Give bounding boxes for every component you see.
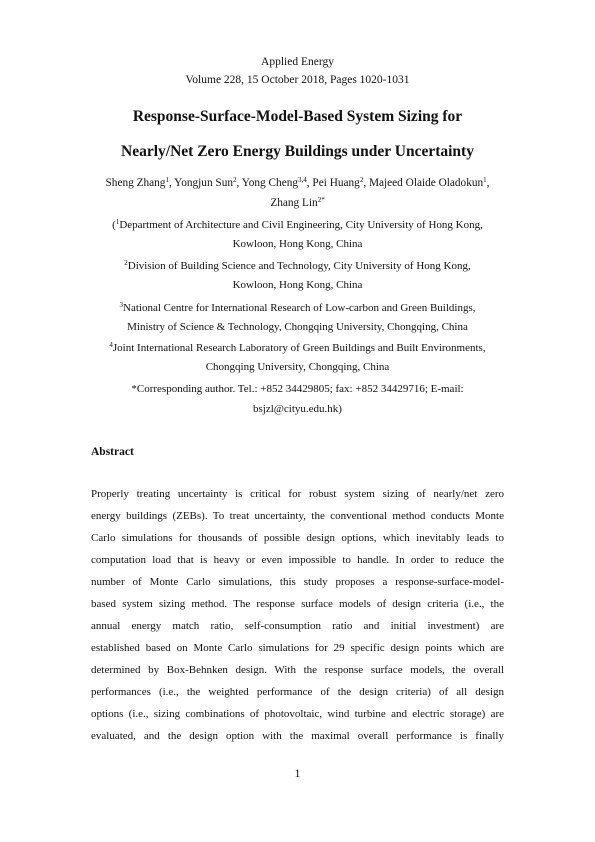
author-affiliation-marker: 2*: [317, 196, 325, 204]
abstract-line: Properly treating uncertainty is critical for robust system sizing of nearly/net zero: [91, 488, 504, 500]
author-name: , Yong Cheng: [236, 177, 299, 189]
paper-title-line-1: Response-Surface-Model-Based System Sizing for: [132, 108, 463, 125]
affiliation-text: National Centre for International Research of Low-carbon and Green Buildings,: [123, 302, 476, 314]
affiliation-4: [0, 342, 595, 354]
affiliation-marker: 4: [109, 341, 113, 349]
affiliation-marker: 3: [119, 301, 123, 309]
affiliation-text: Joint International Research Laboratory of Green Buildings and Built Environments,: [112, 342, 486, 354]
author-name: , Yongjun Sun: [168, 177, 233, 189]
author-affiliation-marker: 1: [165, 176, 169, 184]
affiliation-text: Department of Architecture and Civil Engineering, City University of Hong Kong,: [119, 219, 483, 231]
affiliation-4-line-2: Chongqing University, Chongqing, China: [205, 361, 390, 373]
affiliation-3-line-2: Ministry of Science & Technology, Chongqing University, Chongqing, China: [127, 321, 468, 333]
abstract-line: annual energy match ratio, self-consumption ratio and initial investment) are: [91, 620, 504, 632]
corresponding-author-email[interactable]: bsjzl@cityu.edu.hk): [253, 403, 342, 415]
journal-name: Applied Energy: [261, 56, 334, 68]
abstract-line: determined by Box-Behnken design. With the response surface models, the overall: [91, 664, 504, 676]
author-name: Sheng Zhang: [105, 177, 166, 189]
author-separator: ,: [486, 177, 490, 189]
abstract-line: energy buildings (ZEBs). To treat uncertainty, the conventional method conducts Monte: [91, 510, 504, 522]
author-affiliation-marker: 2: [233, 176, 237, 184]
affiliation-text: Division of Building Science and Technology, City University of Hong Kong,: [127, 260, 471, 272]
affiliation-2: [0, 260, 595, 272]
abstract-line: performances (i.e., the weighted performance of the design criteria) of all design: [91, 686, 504, 698]
abstract-line: Carlo simulations for thousands of possible design options, which inevitably leads to: [91, 532, 504, 544]
affiliation-3: [0, 302, 595, 314]
affiliation-marker: 1: [115, 218, 120, 226]
author-list-continued: [0, 197, 595, 209]
abstract-line: number of Monte Carlo simulations, this study proposes a response-surface-model-: [91, 576, 504, 588]
abstract-heading: Abstract: [91, 446, 134, 458]
affiliation-1: [0, 219, 595, 231]
author-affiliation-marker: 3,4: [298, 176, 307, 184]
abstract-line: evaluated, and the design option with the maximal overall performance is finally: [91, 730, 504, 742]
page-number: 1: [294, 768, 301, 780]
abstract-line: based system sizing method. The response surface models of design criteria (i.e., the: [91, 598, 504, 610]
journal-issue: Volume 228, 15 October 2018, Pages 1020-1031: [185, 74, 410, 86]
author-list: [0, 177, 595, 189]
author-affiliation-marker: 1: [483, 176, 487, 184]
paper-title-line-2: Nearly/Net Zero Energy Buildings under Uncertainty: [121, 143, 474, 160]
author-name: , Majeed Olaide Oladokun: [363, 177, 484, 189]
author-name: Zhang Lin: [270, 197, 318, 209]
abstract-line: options (i.e., sizing combinations of photovoltaic, wind turbine and electric storage) are: [91, 708, 504, 720]
affiliation-marker: 2: [124, 259, 128, 267]
affiliation-open-paren: (: [112, 219, 116, 231]
affiliation-1-line-2: Kowloon, Hong Kong, China: [232, 238, 363, 250]
abstract-line: computation load that is heavy or even impossible to handle. In order to reduce the: [91, 554, 504, 566]
author-affiliation-marker: 2: [359, 176, 364, 184]
affiliation-2-line-2: Kowloon, Hong Kong, China: [232, 279, 363, 291]
author-name: , Pei Huang: [306, 177, 360, 189]
abstract-line: established based on Monte Carlo simulations for 29 specific design points which are: [91, 642, 504, 654]
corresponding-author: *Corresponding author. Tel.: +852 34429805; fax: +852 34429716; E-mail:: [131, 383, 464, 395]
